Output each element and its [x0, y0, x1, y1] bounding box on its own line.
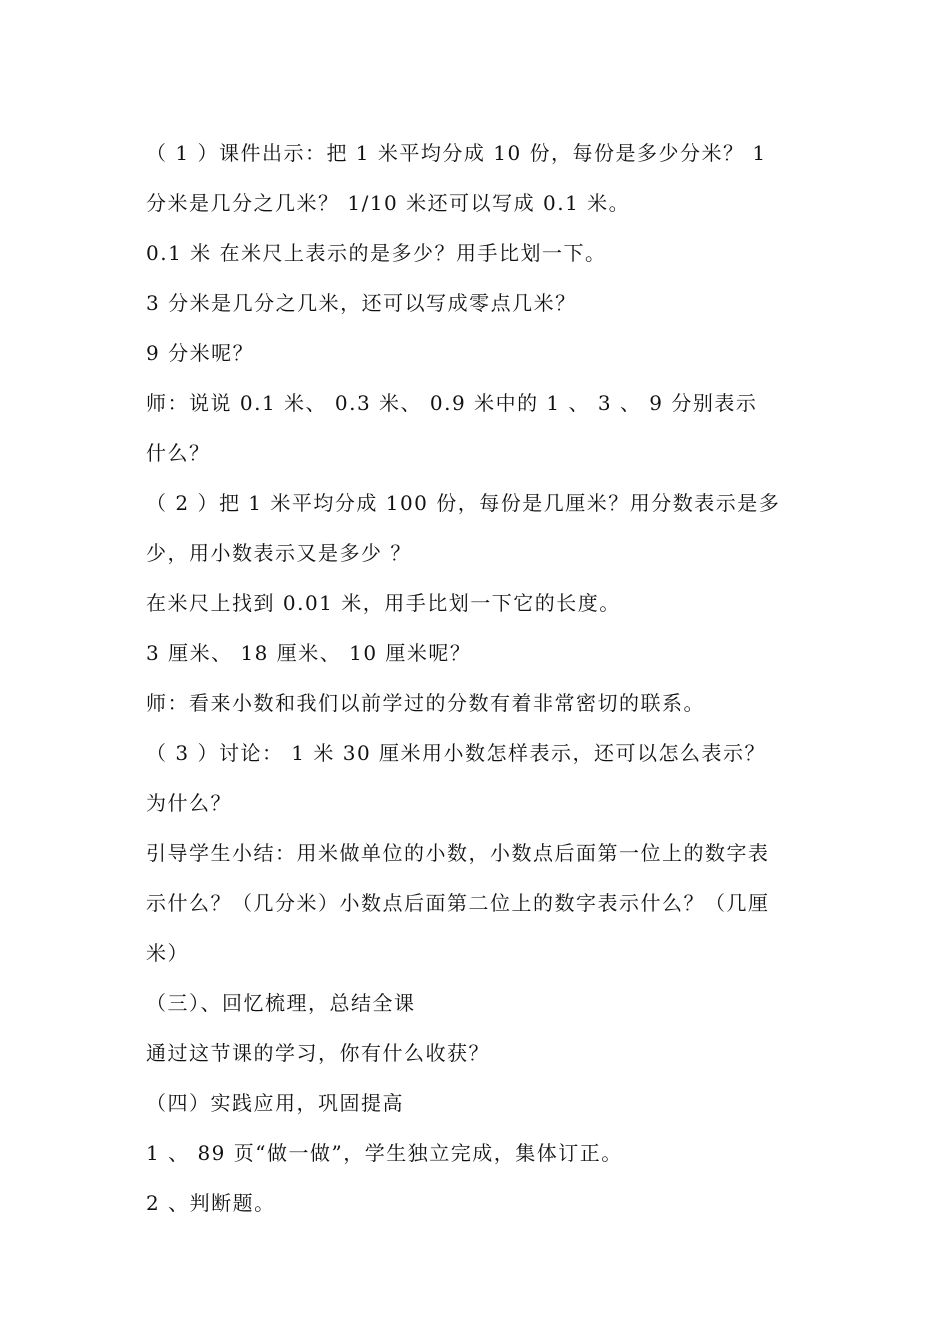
- section-heading: （四）实践应用，巩固提高: [146, 1091, 404, 1115]
- paragraph-line: 什么？: [146, 441, 211, 465]
- paragraph-line: 通过这节课的学习，你有什么收获？: [146, 1041, 490, 1065]
- paragraph-line: 分米是几分之几米？ 1/10 米还可以写成 0.1 米。: [146, 191, 631, 215]
- section-heading: （三）、回忆梳理，总结全课: [146, 991, 416, 1015]
- paragraph-line: （ 1 ）课件出示：把 1 米平均分成 10 份，每份是多少分米？ 1: [146, 141, 767, 165]
- paragraph-line: （ 2 ）把 1 米平均分成 100 份，每份是几厘米？用分数表示是多: [146, 491, 781, 515]
- paragraph-line: 示什么？（几分米）小数点后面第二位上的数字表示什么？（几厘: [146, 891, 770, 915]
- document-body: [146, 128, 811, 1228]
- paragraph-line: 3 厘米、 18 厘米、 10 厘米呢？: [146, 641, 472, 665]
- paragraph-line: 在米尺上找到 0.01 米，用手比划一下它的长度。: [146, 591, 621, 615]
- list-item: 2 、判断题。: [146, 1191, 276, 1215]
- paragraph-line: 引导学生小结：用米做单位的小数，小数点后面第一位上的数字表: [146, 841, 770, 865]
- paragraph-line: （ 3 ）讨论： 1 米 30 厘米用小数怎样表示，还可以怎么表示？: [146, 741, 767, 765]
- paragraph-line: 师：看来小数和我们以前学过的分数有着非常密切的联系。: [146, 691, 705, 715]
- list-item: 1 、 89 页“做一做”，学生独立完成，集体订正。: [146, 1141, 623, 1165]
- paragraph-line: 少，用小数表示又是多少 ？: [146, 541, 412, 565]
- paragraph-line: 为什么？: [146, 791, 232, 815]
- paragraph-line: 9 分米呢？: [146, 341, 255, 365]
- paragraph-line: 米）: [146, 941, 189, 965]
- paragraph-line: 3 分米是几分之几米，还可以写成零点几米？: [146, 291, 577, 315]
- paragraph-line: 0.1 米 在米尺上表示的是多少？用手比划一下。: [146, 241, 607, 265]
- paragraph-line: 师：说说 0.1 米、 0.3 米、 0.9 米中的 1 、 3 、 9 分别表示: [146, 391, 758, 415]
